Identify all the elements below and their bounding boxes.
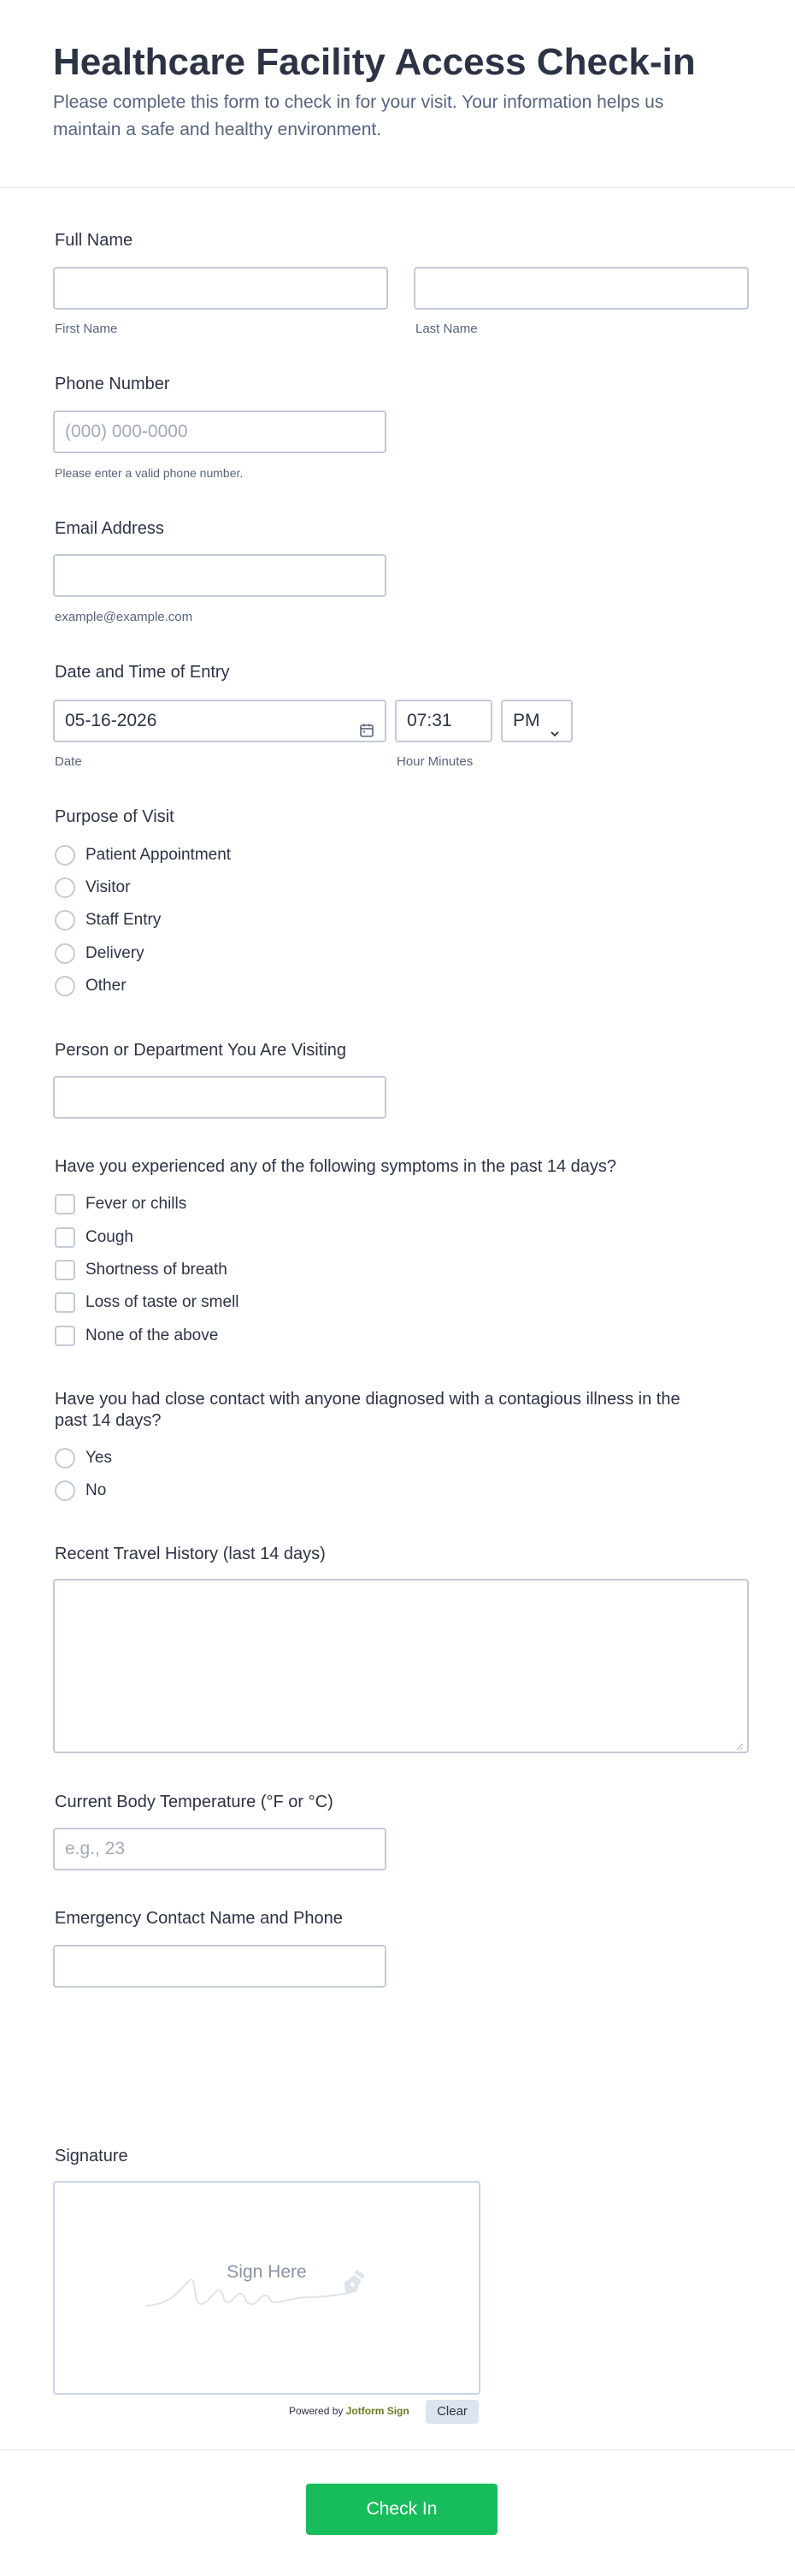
purpose-radio-staff[interactable] [55,910,75,931]
time-value: 07:31 [407,711,452,730]
phone-hint: Please enter a valid phone number. [55,466,244,480]
signature-pad[interactable] [53,2181,480,2395]
phone-input[interactable] [53,411,386,453]
symptoms-label: Have you experienced any of the following symptoms in the past 14 days? [55,1157,617,1176]
purpose-radio-other[interactable] [55,976,75,996]
temperature-input[interactable] [53,1828,386,1870]
full-name-label: Full Name [55,231,133,250]
contact-radio-no[interactable] [55,1480,75,1501]
symptom-option-label: Fever or chills [85,1195,187,1213]
contact-option-label: Yes [85,1449,112,1467]
emergency-input[interactable] [53,1945,386,1988]
contact-radio-yes[interactable] [55,1448,75,1468]
contact-label-line1: Have you had close contact with anyone diagnosed with a contagious illness in the [55,1390,680,1409]
email-hint: example@example.com [55,610,193,624]
contact-option-label: No [85,1481,107,1499]
clear-signature-button[interactable]: Clear [426,2400,479,2424]
symptom-checkbox-taste[interactable] [55,1292,75,1313]
symptom-option-label: Shortness of breath [85,1261,227,1279]
form-subtitle: Please complete this form to check in for your visit. Your information helps us maintain a safe and healthy environment. [53,92,664,139]
time-sublabel: Hour Minutes [397,754,474,769]
ampm-value: PM [513,711,540,730]
temperature-label: Current Body Temperature (°F or °C) [55,1793,333,1811]
phone-placeholder: (000) 000-0000 [65,422,188,441]
time-input[interactable] [395,700,492,742]
check-in-button[interactable]: Check In [306,2484,498,2535]
first-name-input[interactable] [53,267,388,310]
purpose-label: Purpose of Visit [55,807,174,826]
email-input[interactable] [53,554,386,597]
datetime-label: Date and Time of Entry [55,663,230,682]
symptom-option-label: Cough [85,1228,133,1246]
symptom-option-label: Loss of taste or smell [85,1293,239,1311]
powered-prefix: Powered by [289,2405,344,2417]
travel-textarea[interactable] [53,1579,749,1753]
temperature-placeholder: e.g., 23 [65,1839,126,1858]
purpose-radio-delivery[interactable] [55,943,75,964]
calendar-icon[interactable] [359,713,374,729]
resize-handle-icon[interactable] [735,1740,744,1748]
purpose-option-label: Patient Appointment [85,846,232,864]
symptom-option-label: None of the above [85,1326,219,1344]
email-label: Email Address [55,519,164,538]
visiting-input[interactable] [53,1076,386,1119]
emergency-label: Emergency Contact Name and Phone [55,1909,343,1928]
first-name-sublabel: First Name [55,322,118,336]
sign-here-text: Sign Here [227,2262,307,2282]
symptom-checkbox-breath[interactable] [55,1260,75,1280]
purpose-option-label: Visitor [85,878,131,896]
purpose-radio-visitor[interactable] [55,877,75,898]
powered-by-text [289,2405,409,2417]
powered-brand: Jotform Sign [345,2405,409,2417]
symptom-checkbox-none[interactable] [55,1326,75,1346]
symptom-checkbox-fever[interactable] [55,1194,75,1214]
purpose-radio-patient[interactable] [55,845,75,866]
last-name-sublabel: Last Name [415,322,478,336]
symptom-checkbox-cough[interactable] [55,1227,75,1248]
form-title: Healthcare Facility Access Check-in [53,41,696,83]
purpose-option-label: Staff Entry [85,911,162,929]
travel-label: Recent Travel History (last 14 days) [55,1545,326,1563]
contact-label-line2: past 14 days? [55,1411,162,1430]
date-value: 05-16-2026 [65,711,157,730]
chevron-down-icon [549,715,561,754]
ampm-select[interactable] [501,700,573,742]
form-header [0,0,795,188]
purpose-option-label: Other [85,977,127,995]
phone-label: Phone Number [55,375,170,393]
last-name-input[interactable] [414,267,749,310]
date-sublabel: Date [55,754,82,769]
signature-label: Signature [55,2147,128,2165]
purpose-option-label: Delivery [85,944,144,962]
date-input[interactable] [53,700,386,742]
visiting-label: Person or Department You Are Visiting [55,1041,346,1060]
